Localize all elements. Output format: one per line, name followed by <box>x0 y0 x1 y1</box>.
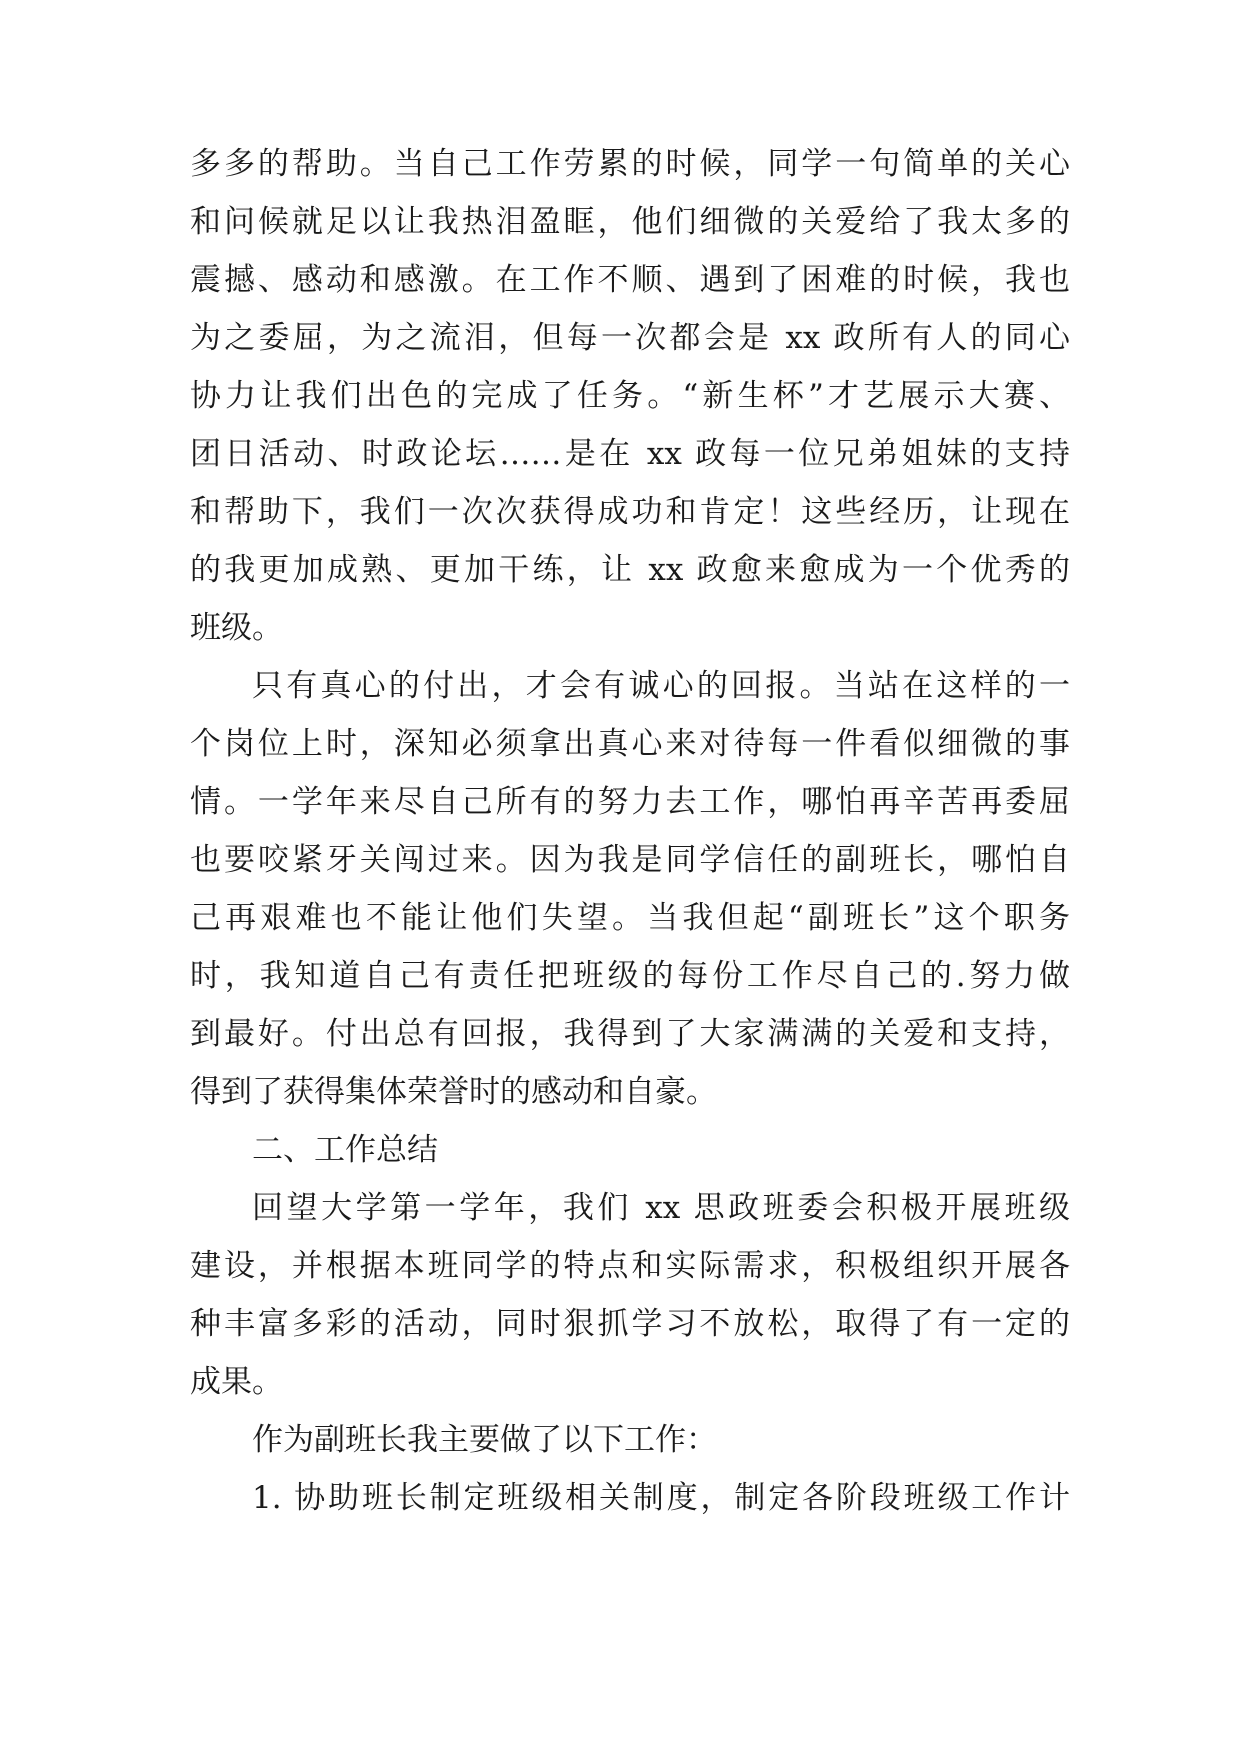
section-heading: 二、工作总结 <box>252 1132 438 1168</box>
text-line: 时，我知道自己有责任把班级的每份工作尽自己的.努力做 <box>190 958 1070 994</box>
text-line: 只有真心的付出，才会有诚心的回报。当站在这样的一 <box>252 668 1070 704</box>
list-item: 1. 协助班长制定班级相关制度，制定各阶段班级工作计 <box>252 1480 1070 1516</box>
text-line: 为之委屈，为之流泪，但每一次都会是 xx 政所有人的同心 <box>190 320 1070 356</box>
text-line: 到最好。付出总有回报，我得到了大家满满的关爱和支持， <box>190 1016 1070 1052</box>
text-line: 种丰富多彩的活动，同时狠抓学习不放松，取得了有一定的 <box>190 1306 1070 1342</box>
text-line: 和帮助下，我们一次次获得成功和肯定！这些经历，让现在 <box>190 494 1070 530</box>
text-line: 建设，并根据本班同学的特点和实际需求，积极组织开展各 <box>190 1248 1070 1284</box>
text-line: 回望大学第一学年，我们 xx 思政班委会积极开展班级 <box>252 1190 1070 1226</box>
text-line: 己再艰难也不能让他们失望。当我但起“副班长”这个职务 <box>190 900 1070 936</box>
text-line: 和问候就足以让我热泪盈眶，他们细微的关爱给了我太多的 <box>190 204 1070 240</box>
text-line: 班级。 <box>190 610 283 646</box>
text-line: 得到了获得集体荣誉时的感动和自豪。 <box>190 1074 717 1110</box>
text-line: 成果。 <box>190 1364 283 1400</box>
text-line: 震撼、感动和感激。在工作不顺、遇到了困难的时候，我也 <box>190 262 1070 298</box>
text-line: 个岗位上时，深知必须拿出真心来对待每一件看似细微的事 <box>190 726 1070 762</box>
text-line: 协力让我们出色的完成了任务。“新生杯”才艺展示大赛、 <box>190 378 1070 414</box>
text-line: 也要咬紧牙关闯过来。因为我是同学信任的副班长，哪怕自 <box>190 842 1070 878</box>
text-line: 作为副班长我主要做了以下工作： <box>252 1422 717 1458</box>
text-line: 情。一学年来尽自己所有的努力去工作，哪怕再辛苦再委屈 <box>190 784 1070 820</box>
text-line: 团日活动、时政论坛……是在 xx 政每一位兄弟姐妹的支持 <box>190 436 1070 472</box>
text-line: 的我更加成熟、更加干练，让 xx 政愈来愈成为一个优秀的 <box>190 552 1070 588</box>
text-line: 多多的帮助。当自己工作劳累的时候，同学一句简单的关心 <box>190 146 1070 182</box>
